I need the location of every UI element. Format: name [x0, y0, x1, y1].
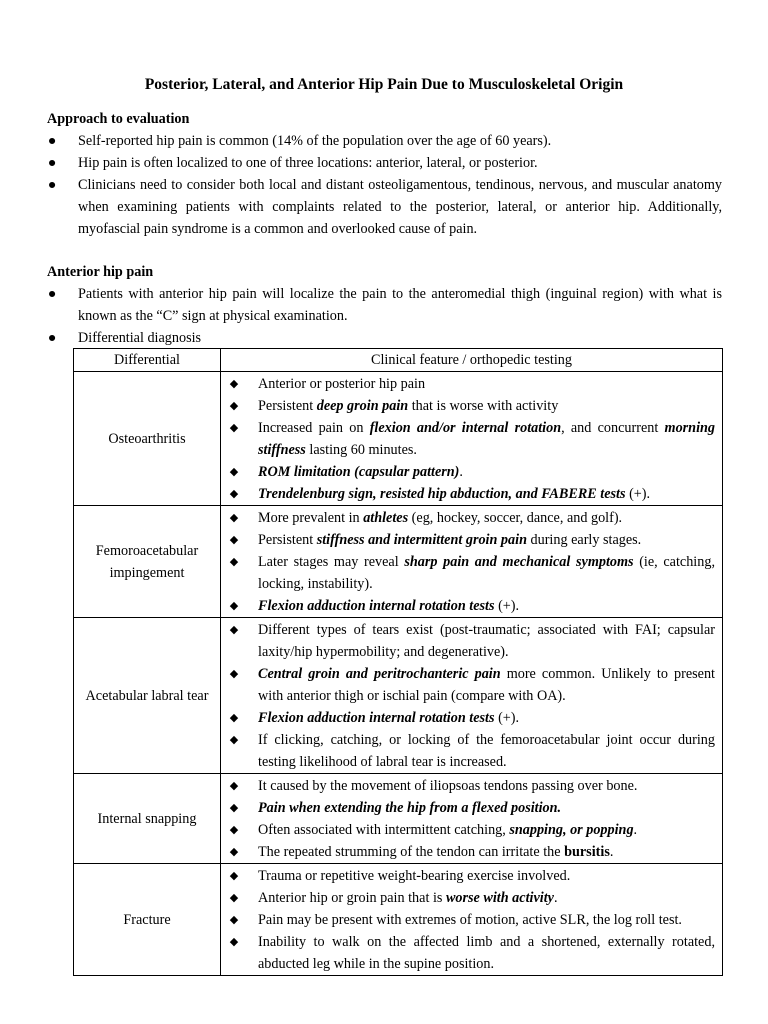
diamond-bullet-icon: ◆: [229, 534, 239, 546]
diamond-bullet-icon: ◆: [229, 780, 239, 792]
feature-list: [221, 865, 715, 975]
feature-item: [221, 663, 715, 707]
feature-list: [221, 373, 715, 505]
bullet-icon: ●: [47, 155, 57, 171]
diamond-bullet-icon: ◆: [229, 556, 239, 568]
anterior-bullet-list: [0, 283, 722, 349]
diamond-bullet-icon: ◆: [229, 466, 239, 478]
feature-text: Anterior or posterior hip pain: [258, 376, 426, 392]
feature-item: [221, 507, 715, 529]
bullet-item: [0, 174, 722, 240]
feature-item: [221, 729, 715, 773]
bullet-item: [0, 283, 722, 327]
diamond-bullet-icon: ◆: [229, 512, 239, 524]
feature-text: .: [609, 844, 614, 860]
feature-text: Persistent: [258, 398, 317, 414]
table-row: [74, 506, 723, 618]
bullet-text: Hip pain is often localized to one of three locations: anterior, lateral, or posterior.: [78, 155, 538, 171]
diamond-bullet-icon: ◆: [229, 802, 239, 814]
feature-text: , and concurrent: [561, 420, 665, 436]
bullet-icon: ●: [47, 330, 57, 346]
differential-name: Osteoarthritis: [74, 372, 221, 506]
table-row: [74, 372, 723, 506]
diamond-bullet-icon: ◆: [229, 734, 239, 746]
diamond-bullet-icon: ◆: [229, 892, 239, 904]
feature-list: [221, 775, 715, 863]
feature-text: during early stages.: [526, 532, 642, 548]
feature-text: (eg, hockey, soccer, dance, and golf).: [408, 510, 623, 526]
bullet-text: Patients with anterior hip pain will localize the pain to the anteromedial thigh (inguinal region) with what is known as the “C” sign at physical examination.: [78, 286, 722, 324]
table-row: [74, 774, 723, 864]
bullet-text: Differential diagnosis: [78, 330, 202, 346]
feature-item: [221, 619, 715, 663]
clinical-features-cell: [221, 372, 723, 506]
diamond-bullet-icon: ◆: [229, 422, 239, 434]
clinical-features-cell: [221, 774, 723, 864]
header-differential: Differential: [74, 349, 221, 372]
emphasized-text: snapping, or popping: [509, 822, 634, 838]
differential-name: Internal snapping: [74, 774, 221, 864]
feature-text: Different types of tears exist (post-traumatic; associated with FAI; capsular laxity/hip hypermobility; and degenerative).: [258, 622, 715, 660]
diamond-bullet-icon: ◆: [229, 600, 239, 612]
feature-list: [221, 507, 715, 617]
clinical-features-cell: [221, 618, 723, 774]
emphasized-text: deep groin pain: [316, 398, 409, 414]
bullet-item: [0, 327, 722, 349]
emphasized-text: Flexion adduction internal rotation tests: [258, 598, 495, 614]
feature-item: [221, 887, 715, 909]
diamond-bullet-icon: ◆: [229, 936, 239, 948]
table-row: [74, 864, 723, 976]
feature-text: Inability to walk on the affected limb and a shortened, externally rotated, abducted leg while in the supine position.: [258, 934, 715, 972]
emphasized-text: sharp pain and mechanical symptoms: [404, 554, 634, 570]
feature-text: Increased pain on: [258, 420, 370, 436]
feature-text: Anterior hip or groin pain that is: [258, 890, 446, 906]
feature-text: Pain may be present with extremes of motion, active SLR, the log roll test.: [258, 912, 682, 928]
emphasized-text: morning stiffness: [258, 420, 715, 458]
diamond-bullet-icon: ◆: [229, 846, 239, 858]
feature-text: (+).: [625, 486, 651, 502]
emphasized-text: worse with activity: [445, 890, 554, 906]
feature-text: It caused by the movement of iliopsoas tendons passing over bone.: [258, 778, 638, 794]
emphasized-text: Flexion adduction internal rotation tests: [258, 710, 495, 726]
diamond-bullet-icon: ◆: [229, 378, 239, 390]
diamond-bullet-icon: ◆: [229, 668, 239, 680]
feature-text: that is worse with activity: [408, 398, 559, 414]
differential-name: Fracture: [74, 864, 221, 976]
diamond-bullet-icon: ◆: [229, 400, 239, 412]
feature-item: [221, 529, 715, 551]
feature-item: [221, 775, 715, 797]
emphasized-text: Trendelenburg sign, resisted hip abduction, and FABERE tests: [258, 486, 626, 502]
emphasized-text: flexion and/or internal rotation: [369, 420, 562, 436]
feature-text: lasting 60 minutes.: [305, 442, 417, 458]
emphasized-text: athletes: [363, 510, 409, 526]
feature-text: .: [459, 464, 463, 480]
feature-text: more common. Unlikely to present with anterior thigh or ischial pain (compare with OA).: [258, 666, 715, 704]
feature-text: Trauma or repetitive weight-bearing exercise involved.: [258, 868, 571, 884]
bullet-icon: ●: [47, 133, 57, 149]
feature-text: Later stages may reveal: [258, 554, 405, 570]
differential-diagnosis-table: [73, 348, 723, 976]
feature-text: (+).: [494, 598, 520, 614]
page-title: Posterior, Lateral, and Anterior Hip Pain Due to Musculoskeletal Origin: [144, 76, 624, 93]
table-row: [74, 618, 723, 774]
bullet-icon: ●: [47, 177, 57, 193]
feature-item: [221, 707, 715, 729]
diamond-bullet-icon: ◆: [229, 824, 239, 836]
header-clinical-feature: Clinical feature / orthopedic testing: [221, 349, 723, 372]
feature-item: [221, 797, 715, 819]
diamond-bullet-icon: ◆: [229, 488, 239, 500]
bullet-text: Self-reported hip pain is common (14% of the population over the age of 60 years).: [78, 133, 552, 149]
feature-text: Persistent: [258, 532, 317, 548]
section-heading-approach: Approach to evaluation: [47, 111, 190, 127]
differential-name: Femoroacetabular impingement: [74, 506, 221, 618]
table-header-row: [74, 349, 723, 372]
feature-item: [221, 865, 715, 887]
bullet-text: Clinicians need to consider both local and distant osteoligamentous, tendinous, nervous, and muscular anatomy when examining patients with complaints related to the posterior, lateral, or anterior hip. Additionally, myofascial pain syndrome is a common and overlooked cause of pain.: [78, 177, 722, 237]
feature-item: [221, 483, 715, 505]
emphasized-text: stiffness and intermittent groin pain: [316, 532, 527, 548]
emphasized-text: Central groin and peritrochanteric pain: [258, 666, 501, 682]
feature-item: [221, 595, 715, 617]
feature-item: [221, 909, 715, 931]
diamond-bullet-icon: ◆: [229, 712, 239, 724]
bullet-item: [0, 152, 722, 174]
feature-text: More prevalent in: [258, 510, 364, 526]
feature-item: [221, 931, 715, 975]
emphasized-text: ROM limitation (capsular pattern): [258, 464, 460, 480]
clinical-features-cell: [221, 864, 723, 976]
feature-text: If clicking, catching, or locking of the femoroacetabular joint occur during testing likelihood of labral tear is increased.: [258, 732, 715, 770]
emphasized-text: Pain when extending the hip from a flexed position.: [258, 800, 562, 816]
diamond-bullet-icon: ◆: [229, 914, 239, 926]
feature-text: (+).: [494, 710, 520, 726]
feature-item: [221, 417, 715, 461]
feature-text: Often associated with intermittent catching,: [258, 822, 510, 838]
feature-list: [221, 619, 715, 773]
feature-item: [221, 395, 715, 417]
differential-name: Acetabular labral tear: [74, 618, 221, 774]
feature-text: .: [633, 822, 638, 838]
section-heading-anterior: Anterior hip pain: [47, 264, 154, 280]
emphasized-text: bursitis: [564, 844, 610, 860]
feature-text: (ie, catching, locking, instability).: [258, 554, 715, 592]
feature-text: The repeated strumming of the tendon can irritate the: [258, 844, 565, 860]
feature-text: .: [553, 890, 558, 906]
diamond-bullet-icon: ◆: [229, 870, 239, 882]
clinical-features-cell: [221, 506, 723, 618]
feature-item: [221, 841, 715, 863]
feature-item: [221, 819, 715, 841]
feature-item: [221, 551, 715, 595]
feature-item: [221, 373, 715, 395]
approach-bullet-list: [0, 130, 722, 240]
diamond-bullet-icon: ◆: [229, 624, 239, 636]
bullet-item: [0, 130, 722, 152]
feature-item: [221, 461, 715, 483]
bullet-icon: ●: [47, 286, 57, 302]
